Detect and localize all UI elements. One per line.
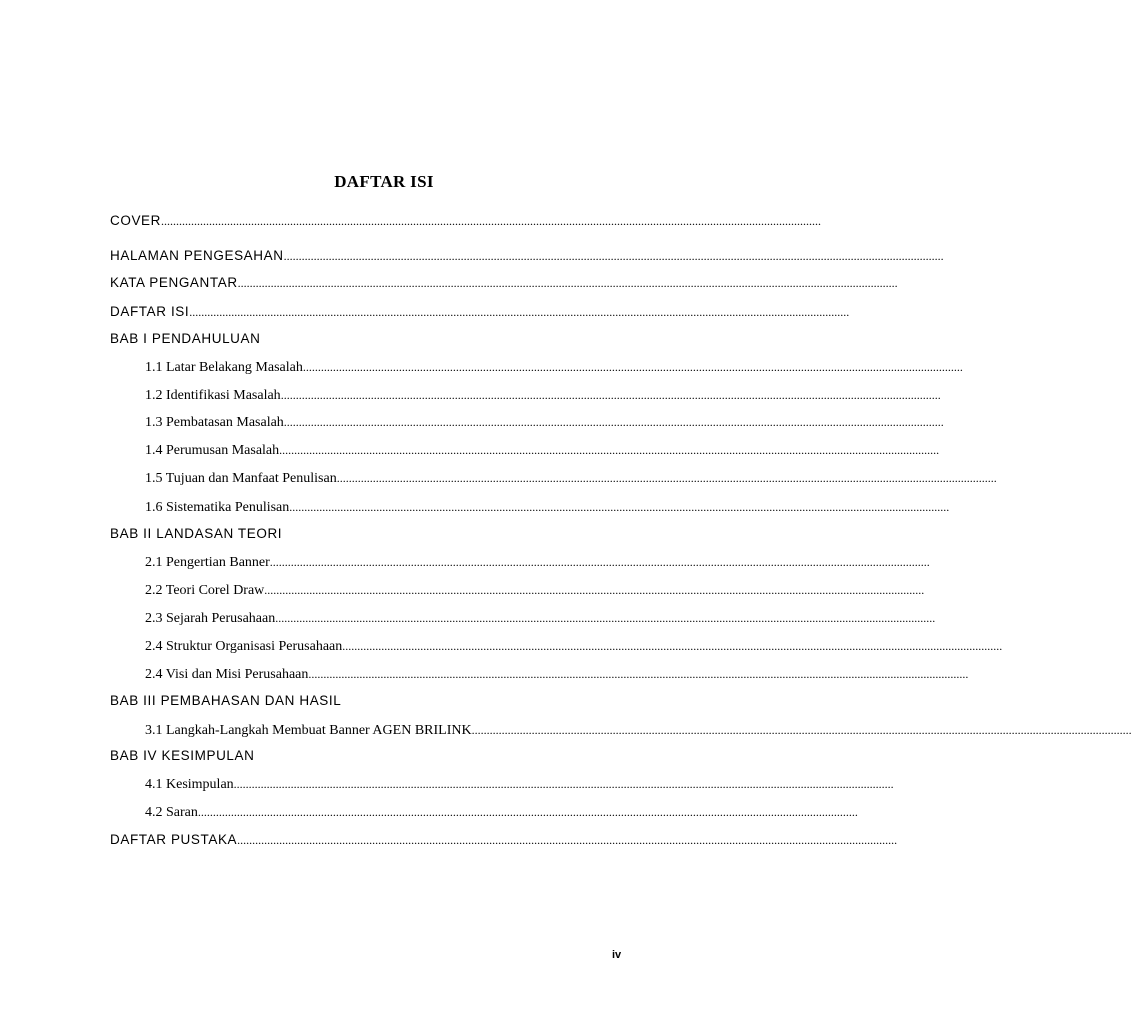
leader-dots: ............................................................................................................................................................................................................................ — [197, 805, 858, 819]
toc-entry-2-5[interactable] — [145, 664, 969, 684]
toc-entry-daftar-isi[interactable] — [110, 302, 850, 322]
page-number: iv — [612, 949, 622, 961]
toc-entry-bab-4[interactable] — [110, 746, 690, 766]
toc-entry-label: DAFTAR PUSTAKA — [110, 832, 238, 847]
toc-entry-2-3[interactable] — [145, 608, 936, 628]
leader-dots: ............................................................................................................................................................................................................................ — [336, 471, 997, 485]
toc-entry-daftar-pustaka[interactable] — [110, 830, 898, 850]
toc-entry-4-1[interactable] — [145, 774, 894, 794]
toc-entry-label: 2.4 Struktur Organisasi Perusahaan — [145, 639, 343, 654]
leader-dots: ............................................................................................................................................................................................................................ — [237, 833, 898, 847]
toc-entry-4-2[interactable] — [145, 802, 858, 822]
toc-entry-1-4[interactable] — [145, 440, 940, 460]
toc-entry-label: 1.2 Identifikasi Masalah — [145, 388, 281, 403]
page-title: DAFTAR ISI — [334, 172, 434, 191]
leader-dots: ............................................................................................................................................................................................................................ — [283, 249, 944, 263]
toc-entry-label: 4.2 Saran — [145, 805, 198, 820]
toc-entry-label: 1.3 Pembatasan Masalah — [145, 415, 284, 430]
toc-entry-bab-1[interactable] — [110, 329, 690, 349]
toc-entry-label: BAB III PEMBAHASAN DAN HASIL — [110, 693, 342, 708]
toc-entry-label: 1.1 Latar Belakang Masalah — [145, 360, 303, 375]
toc-entry-label: 1.4 Perumusan Masalah — [145, 443, 280, 458]
toc-entry-label: BAB I PENDAHULUAN — [110, 331, 261, 346]
toc-entry-label: KATA PENGANTAR — [110, 275, 238, 290]
toc-entry-kata-pengantar[interactable] — [110, 273, 898, 293]
toc-entry-label: HALAMAN PENGESAHAN — [110, 248, 284, 263]
toc-entry-3-1[interactable] — [145, 720, 1132, 740]
leader-dots: ............................................................................................................................................................................................................................ — [280, 388, 941, 402]
leader-dots: ............................................................................................................................................................................................................................ — [283, 415, 944, 429]
toc-entry-label: COVER — [110, 213, 162, 228]
toc-entry-label: 3.1 Langkah-Langkah Membuat Banner AGEN BRILINK — [145, 723, 472, 738]
toc-entry-label: DAFTAR ISI — [110, 304, 190, 319]
leader-dots: ............................................................................................................................................................................................................................ — [161, 214, 822, 228]
leader-dots: ............................................................................................................................................................................................................................ — [289, 500, 950, 514]
leader-dots: ............................................................................................................................................................................................................................ — [275, 611, 936, 625]
toc-entry-label: BAB II LANDASAN TEORI — [110, 526, 283, 541]
toc-entry-label: 2.3 Sejarah Perusahaan — [145, 611, 276, 626]
toc-entry-label: 2.4 Visi dan Misi Perusahaan — [145, 667, 309, 682]
toc-entry-1-6[interactable] — [145, 497, 950, 517]
toc-entry-label: 2.2 Teori Corel Draw — [145, 583, 265, 598]
toc-entry-bab-2[interactable] — [110, 524, 690, 544]
toc-entry-label: 4.1 Kesimpulan — [145, 777, 234, 792]
toc-entry-1-1[interactable] — [145, 357, 963, 377]
leader-dots: ............................................................................................................................................................................................................................ — [189, 305, 850, 319]
toc-entry-2-1[interactable] — [145, 552, 930, 572]
toc-entry-1-2[interactable] — [145, 385, 941, 405]
leader-dots: ............................................................................................................................................................................................................................ — [302, 360, 963, 374]
toc-entry-cover[interactable] — [110, 211, 822, 231]
leader-dots: ............................................................................................................................................................................................................................ — [264, 583, 925, 597]
leader-dots: ............................................................................................................................................................................................................................ — [233, 777, 894, 791]
leader-dots: ............................................................................................................................................................................................................................ — [308, 667, 969, 681]
toc-entry-label: BAB IV KESIMPULAN — [110, 748, 255, 763]
toc-entry-label: 2.1 Pengertian Banner — [145, 555, 270, 570]
leader-dots: ............................................................................................................................................................................................................................ — [471, 723, 1132, 737]
toc-entry-label: 1.5 Tujuan dan Manfaat Penulisan — [145, 471, 337, 486]
toc-entry-halaman-pengesahan[interactable] — [110, 246, 944, 266]
toc-entry-label: 1.6 Sistematika Penulisan — [145, 500, 290, 515]
toc-entry-2-4[interactable] — [145, 636, 1003, 656]
toc-entry-2-2[interactable] — [145, 580, 925, 600]
leader-dots: ............................................................................................................................................................................................................................ — [342, 639, 1003, 653]
toc-entry-1-3[interactable] — [145, 412, 944, 432]
toc-entry-1-5[interactable] — [145, 468, 997, 488]
leader-dots: ............................................................................................................................................................................................................................ — [237, 276, 898, 290]
leader-dots: ............................................................................................................................................................................................................................ — [269, 555, 930, 569]
leader-dots: ............................................................................................................................................................................................................................ — [279, 443, 940, 457]
toc-entry-bab-3[interactable] — [110, 691, 690, 711]
